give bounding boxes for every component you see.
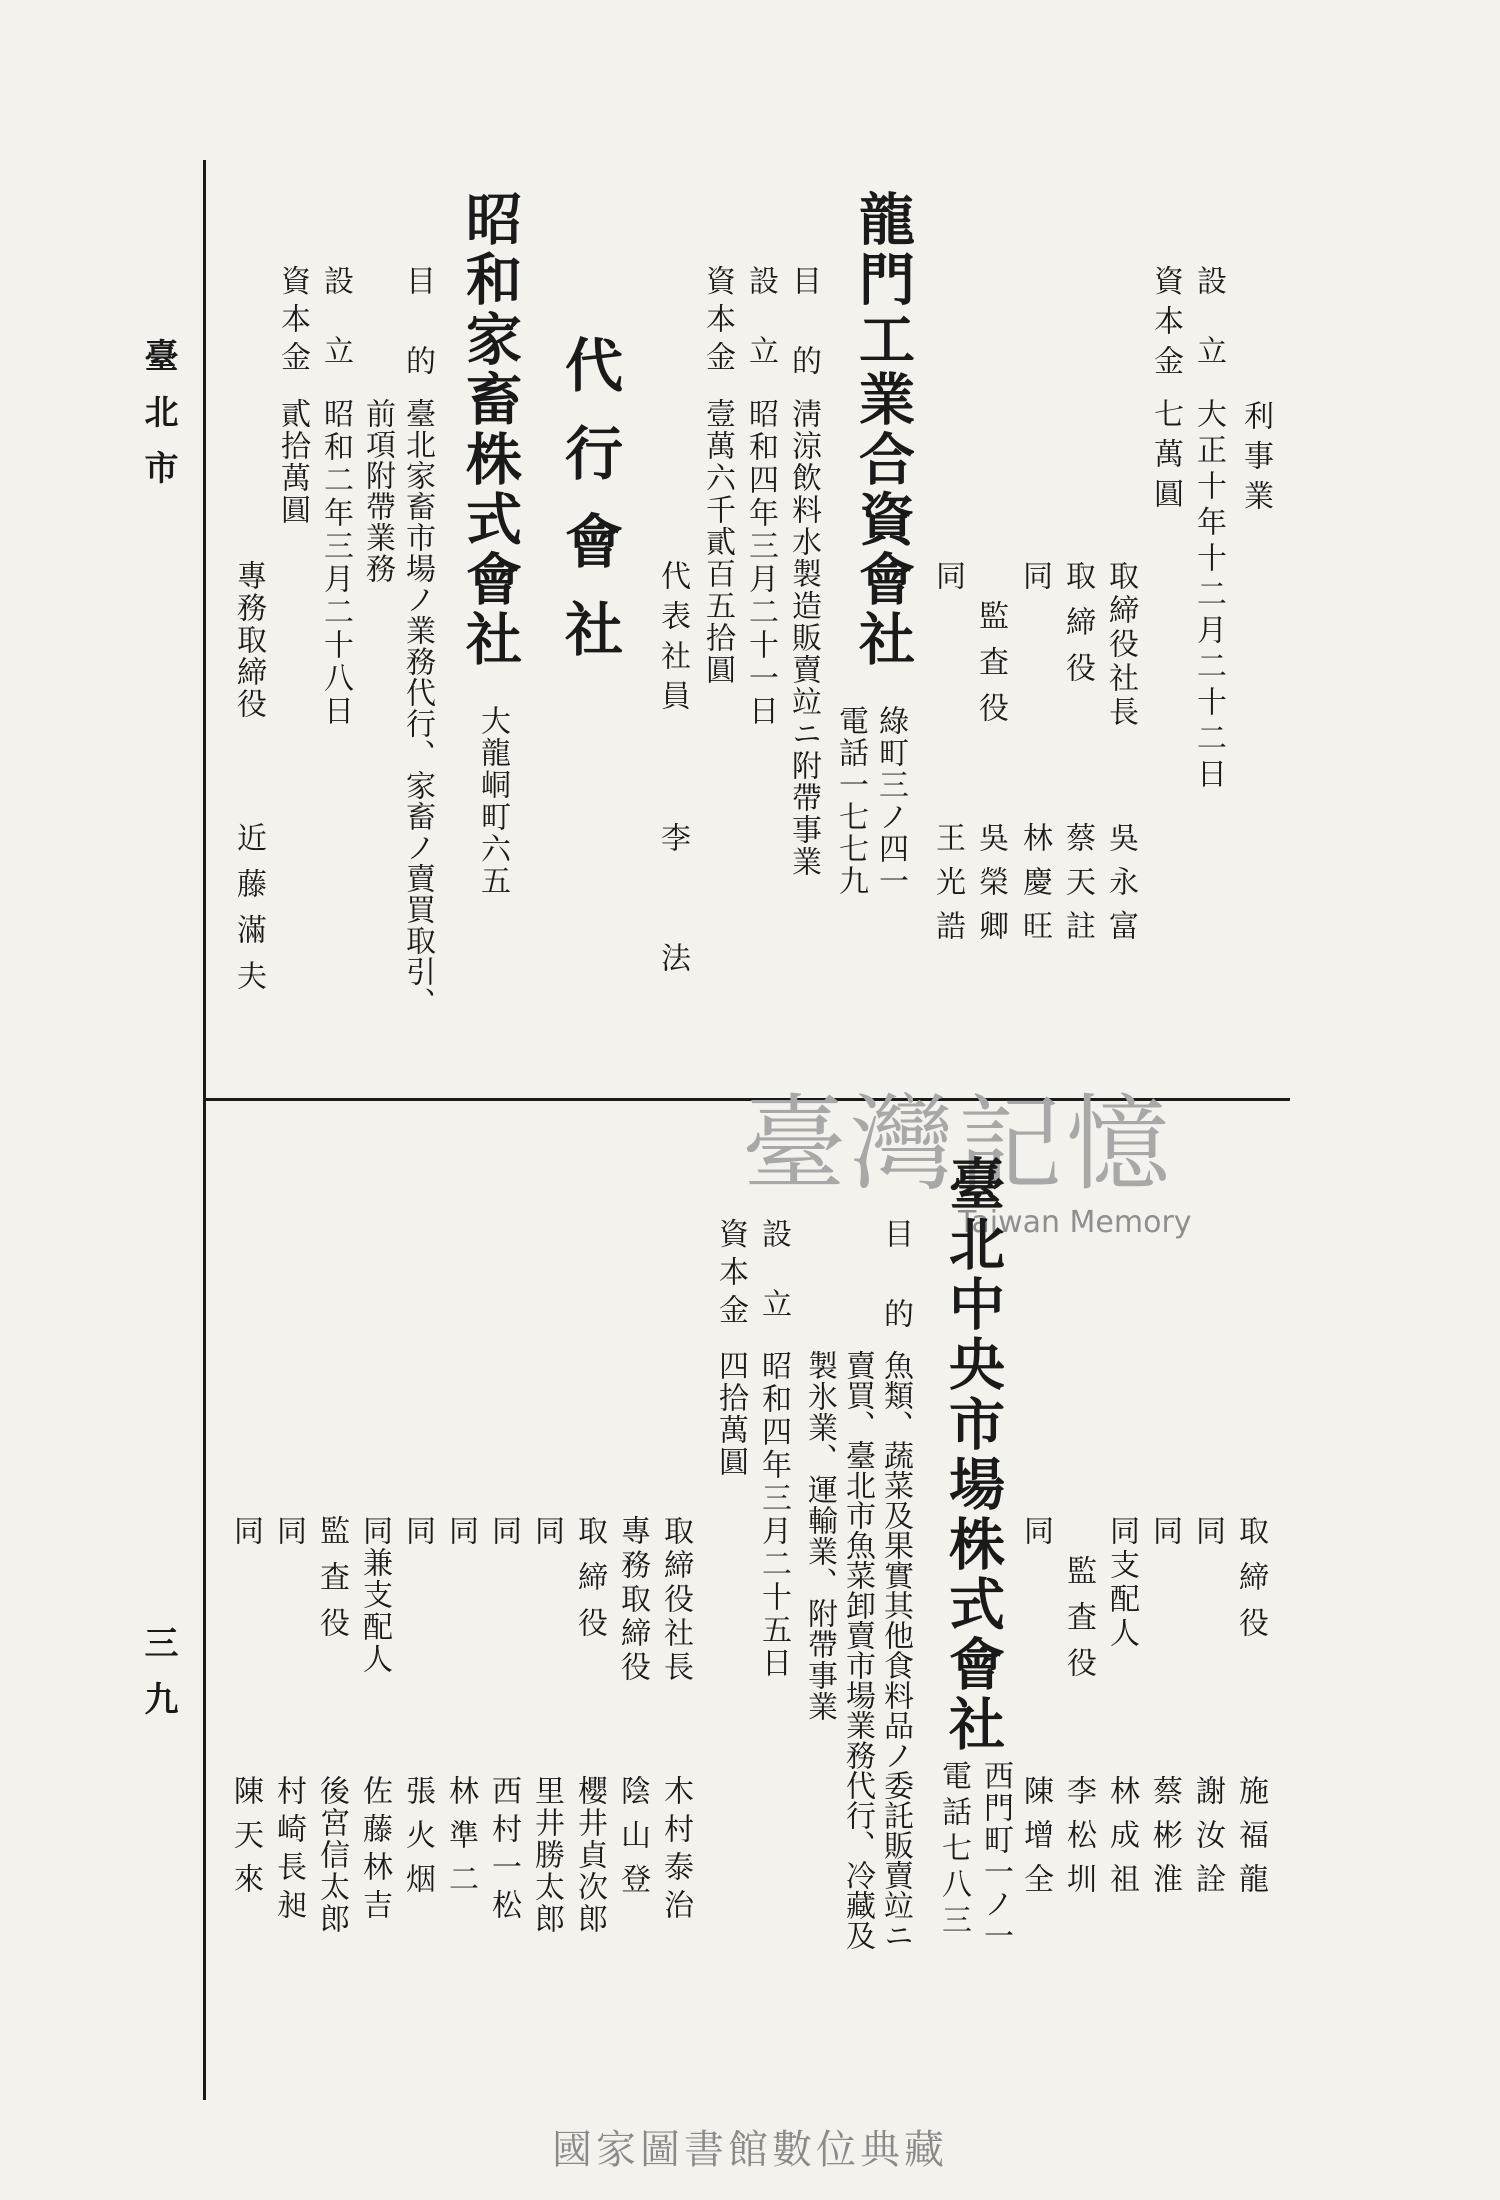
capital-value: 壹萬六千貳百五拾圓 (700, 398, 735, 686)
officer-name: 陳增全 (1018, 1775, 1053, 1907)
purpose-label: 目的 (878, 1218, 913, 1378)
purpose-value: 賣買、臺北市魚菜卸賣市場業務代行、冷藏及 (840, 1350, 875, 1950)
established-value: 昭和二年三月二十八日 (318, 398, 353, 728)
prev-officer-name: 王光誥 (930, 822, 965, 954)
watermark-mark: 臺灣記憶 (742, 1083, 1175, 1205)
officer-role: 同支配人 (1104, 1515, 1139, 1651)
officer-name: 佐藤林吉 (357, 1775, 392, 1927)
officer-role: 取締役 (1233, 1515, 1268, 1653)
purpose-value: 臺北家畜市場ノ業務代行、家畜ノ賣買取引、 (400, 398, 435, 1018)
officer-name: 後宮信太郎 (314, 1775, 349, 1935)
prev-officer-role: 監査役 (973, 600, 1008, 738)
capital-value: 貳拾萬圓 (275, 398, 310, 526)
capital-label: 資本金 (700, 265, 735, 379)
officer-name: 村崎長昶 (271, 1775, 306, 1927)
officer-name: 林準二 (443, 1775, 478, 1907)
left-margin-rule (203, 160, 206, 2100)
prev-capital: 七萬圓 (1148, 398, 1183, 518)
officer-name: 李松圳 (1061, 1775, 1096, 1907)
purpose-value: 魚類、蔬菜及果實其他食料品ノ委託販賣竝ニ (878, 1350, 913, 1950)
company-title: 昭和家畜株式會社 (457, 190, 523, 670)
purpose-value: 製氷業、運輸業、附帶事業 (802, 1350, 837, 1722)
purpose-label: 目的 (400, 265, 435, 425)
rep-name: 近藤滿夫 (231, 822, 266, 1006)
rep-role: 代表社員 (655, 560, 690, 720)
officer-role: 同 (1190, 1515, 1225, 1555)
established-label: 設立 (318, 265, 353, 405)
officer-role: 同 (400, 1515, 435, 1555)
established-label: 設立 (743, 265, 778, 405)
officer-role: 同 (1147, 1515, 1182, 1555)
officer-role: 同 (228, 1515, 263, 1555)
rep-name: 李法 (655, 822, 690, 1062)
margin-city: 臺北市 (138, 338, 178, 506)
prev-officer-role: 取締役社長 (1103, 560, 1138, 730)
officer-name: 蔡彬淮 (1147, 1775, 1182, 1907)
officer-name: 木村泰治 (658, 1775, 693, 1927)
purpose-value: 前項附帶業務 (360, 398, 395, 584)
officer-name: 陰山登 (615, 1775, 650, 1907)
officer-name: 櫻井貞次郎 (572, 1775, 607, 1935)
company-address: 西門町一ノ一 (978, 1760, 1013, 1952)
prev-established: 大正十年十二月二十二日 (1191, 398, 1226, 794)
page-number: 三九 (138, 1625, 178, 1737)
company-phone: 電話一七七九 (833, 705, 868, 897)
company-address: 綠町三ノ四一 (873, 705, 908, 897)
prev-officer-role: 取締役 (1060, 560, 1095, 698)
officer-role: 同 (486, 1515, 521, 1555)
officer-name: 張火烟 (400, 1775, 435, 1907)
prev-officer-name: 蔡天註 (1060, 822, 1095, 954)
prev-officer-name: 吳永富 (1103, 822, 1138, 954)
purpose-label: 目的 (786, 265, 821, 425)
capital-value: 四拾萬圓 (713, 1350, 748, 1478)
rep-role: 專務取締役 (231, 560, 266, 720)
watermark-subtitle: Taiwan Memory (958, 1205, 1192, 1240)
officer-name: 謝汝詮 (1190, 1775, 1225, 1907)
established-label: 設立 (756, 1218, 791, 1358)
purpose-value: 淸涼飲料水製造販賣竝ニ附帶事業 (786, 398, 821, 878)
established-value: 昭和四年三月二十一日 (743, 398, 778, 728)
officer-role: 取締役社長 (658, 1515, 693, 1685)
officer-role: 專務取締役 (615, 1515, 650, 1685)
company-title: 臺北中央市場株式會社 (940, 1155, 1006, 1755)
officer-role: 取締役 (572, 1515, 607, 1653)
established-value: 昭和四年三月二十五日 (756, 1350, 791, 1680)
prev-officer-role: 同 (930, 560, 965, 600)
officer-role: 監査役 (1061, 1555, 1096, 1693)
officer-role: 監査役 (314, 1515, 349, 1653)
capital-label: 資本金 (713, 1218, 748, 1332)
officer-name: 陳天來 (228, 1775, 263, 1907)
prev-established-label: 設立 (1191, 265, 1226, 405)
digitization-footer: 國家圖書館數位典藏 (552, 2127, 948, 2173)
officer-role: 同 (443, 1515, 478, 1555)
officer-role: 同 (271, 1515, 306, 1555)
officer-name: 施福龍 (1233, 1775, 1268, 1907)
officer-role: 同 (1018, 1515, 1053, 1555)
officer-name: 西村一松 (486, 1775, 521, 1927)
prev-officer-name: 吳榮卿 (973, 822, 1008, 954)
prev-capital-label: 資本金 (1148, 265, 1183, 385)
prev-officer-name: 林慶旺 (1017, 822, 1052, 954)
officer-name: 林成祖 (1104, 1775, 1139, 1907)
officer-role: 同兼支配人 (357, 1515, 392, 1675)
prev-officer-role: 同 (1017, 560, 1052, 600)
company-title: 龍門工業合資會社 (850, 190, 916, 670)
officer-role: 同 (529, 1515, 564, 1555)
company-phone: 電話七八三 (936, 1760, 971, 1940)
capital-label: 資本金 (275, 265, 310, 379)
officer-name: 里井勝太郎 (529, 1775, 564, 1935)
prev-purpose-tail: 利事業 (1238, 400, 1273, 520)
company-address: 大龍峒町六五 (475, 705, 510, 897)
section-heading: 代行會社 (555, 335, 623, 687)
